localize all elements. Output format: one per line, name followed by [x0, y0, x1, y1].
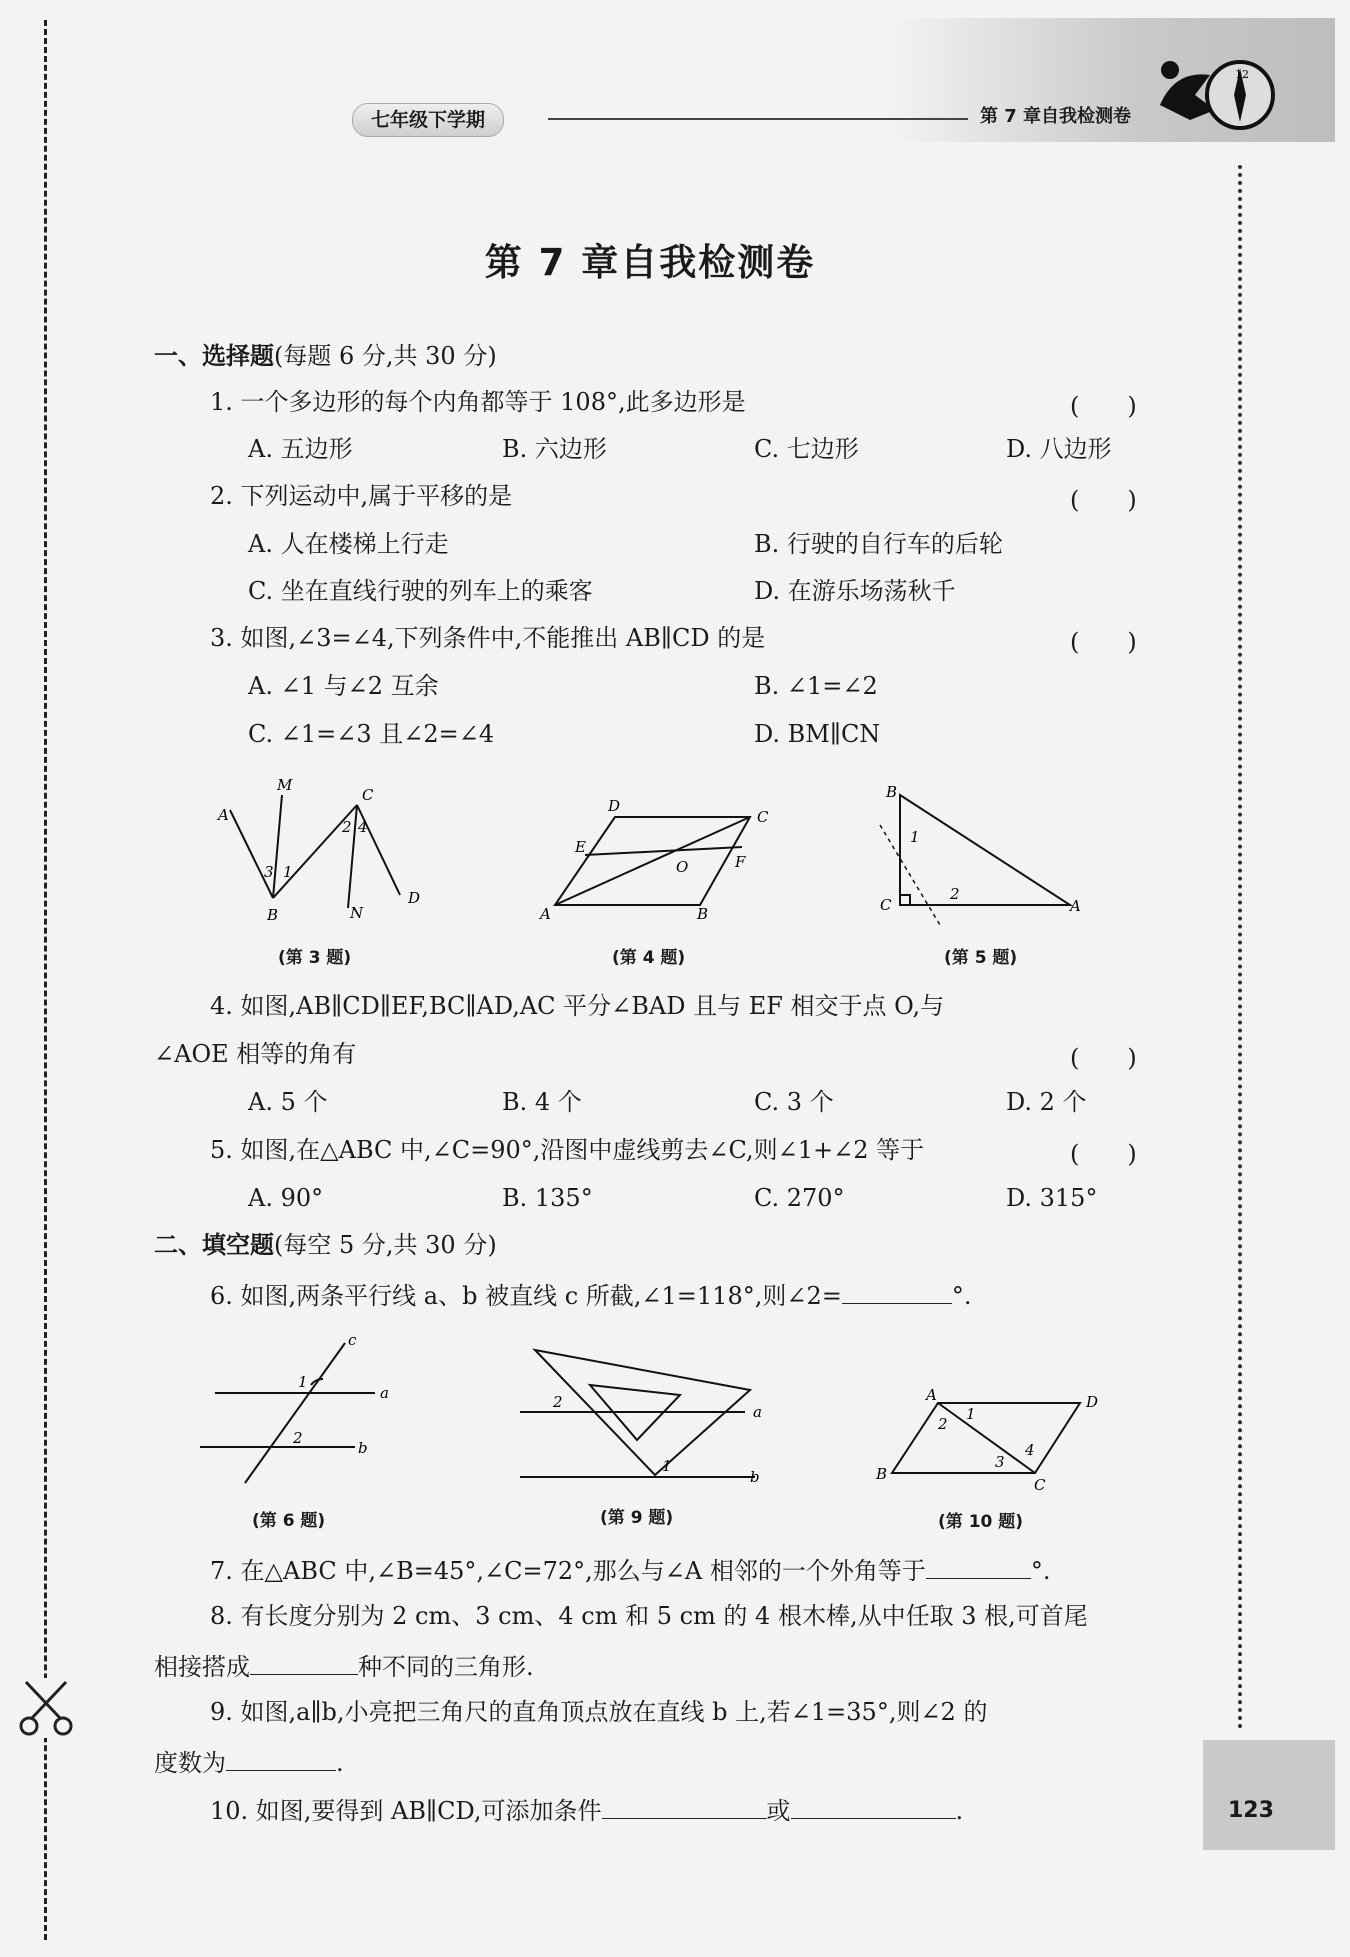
q4-stem-line1: 4. 如图,AB∥CD∥EF,BC∥AD,AC 平分∠BAD 且与 EF 相交于点 O,与: [210, 992, 945, 1020]
section-2-note: (每空 5 分,共 30 分): [274, 1231, 497, 1259]
fig3-label-1: 1: [283, 863, 293, 881]
fig5-label-B: B: [886, 783, 898, 801]
section-1-note: (每题 6 分,共 30 分): [274, 342, 497, 370]
fig4-label-B: B: [697, 905, 709, 923]
q10-tail: .: [955, 1797, 964, 1825]
q4-option-a: A. 5 个: [248, 1088, 328, 1116]
caption-fig9: (第 9 题): [600, 1508, 674, 1528]
fig4-label-A: A: [540, 905, 551, 923]
q6-line: [210, 1277, 971, 1312]
figure-q4: [530, 795, 790, 930]
fig3-label-2: 2: [342, 818, 352, 836]
figure-q10: [870, 1385, 1110, 1495]
q1-option-d: D. 八边形: [1006, 435, 1112, 463]
fig10-label-A: A: [926, 1386, 937, 1404]
page-number-box: [1203, 1740, 1335, 1850]
q9-answer-blank[interactable]: [226, 1744, 336, 1771]
q5-option-c: C. 270°: [754, 1184, 845, 1212]
fig4-label-O: O: [676, 858, 689, 876]
fig5-label-C: C: [880, 896, 892, 914]
q4-stem-line2: ∠AOE 相等的角有: [154, 1040, 357, 1068]
q8-stem-part-b: 种不同的三角形.: [358, 1653, 534, 1681]
q7-line: [210, 1552, 1051, 1587]
q2-answer-paren: ( ): [1070, 486, 1137, 514]
q4-answer-paren: ( ): [1070, 1044, 1137, 1072]
fig10-label-C: C: [1034, 1476, 1046, 1494]
compass-runner-logo-icon: [1140, 50, 1290, 144]
figure-q6: [195, 1335, 405, 1495]
q10-or: 或: [766, 1797, 791, 1825]
q8-answer-blank[interactable]: [250, 1648, 358, 1675]
caption-fig3: (第 3 题): [278, 948, 352, 968]
q2-option-d: D. 在游乐场荡秋千: [754, 577, 956, 605]
fig4-label-D: D: [608, 797, 621, 815]
fig3-label-C: C: [362, 786, 374, 804]
fig3-label-A: A: [218, 806, 229, 824]
q4-option-c: C. 3 个: [754, 1088, 834, 1116]
grade-label: 七年级下学期: [352, 103, 504, 137]
figure-q3: [200, 770, 440, 930]
fig3-label-3: 3: [264, 863, 274, 881]
q3-answer-paren: ( ): [1070, 628, 1137, 656]
fig3-label-B: B: [267, 906, 279, 924]
page-number: 123: [1228, 1798, 1274, 1823]
fig4-label-E: E: [575, 838, 586, 856]
page-title: 第 7 章自我检测卷: [484, 241, 816, 284]
caption-fig6: (第 6 题): [252, 1511, 326, 1531]
q5-answer-paren: ( ): [1070, 1140, 1137, 1168]
q1-option-b: B. 六边形: [502, 435, 607, 463]
figure-q9: [515, 1340, 775, 1490]
q10-answer-blank-1[interactable]: [602, 1792, 767, 1819]
fig10-label-1: 1: [966, 1405, 976, 1423]
q9-stem-line1: 9. 如图,a∥b,小亮把三角尺的直角顶点放在直线 b 上,若∠1=35°,则∠2 的: [210, 1698, 988, 1726]
q7-stem: 7. 在△ABC 中,∠B=45°,∠C=72°,那么与∠A 相邻的一个外角等于: [210, 1557, 926, 1585]
fig9-label-2: 2: [553, 1393, 563, 1411]
fig6-label-a: a: [380, 1384, 389, 1402]
q2-option-c: C. 坐在直线行驶的列车上的乘客: [248, 577, 593, 605]
q1-option-c: C. 七边形: [754, 435, 859, 463]
q2-option-b: B. 行驶的自行车的后轮: [754, 530, 1003, 558]
chapter-label: 第 7 章自我检测卷: [980, 106, 1132, 127]
q6-stem: 6. 如图,两条平行线 a、b 被直线 c 所截,∠1=118°,则∠2=: [210, 1282, 842, 1310]
q9-stem-part-a: 度数为: [154, 1749, 226, 1777]
fig3-label-M: M: [277, 776, 293, 794]
fig5-label-A: A: [1070, 897, 1081, 915]
dotted-margin-line: [1238, 165, 1242, 1730]
section-2-heading: [154, 1229, 497, 1261]
q4-option-d: D. 2 个: [1006, 1088, 1087, 1116]
q5-option-a: A. 90°: [248, 1184, 324, 1212]
q10-line: [210, 1792, 963, 1827]
fig10-label-3: 3: [995, 1453, 1005, 1471]
fig5-label-2: 2: [950, 885, 960, 903]
q7-tail: °.: [1030, 1557, 1051, 1585]
fig3-label-N: N: [350, 904, 364, 922]
fig3-label-4: 4: [358, 818, 368, 836]
q3-option-c: C. ∠1=∠3 且∠2=∠4: [248, 720, 495, 748]
fig10-label-B: B: [876, 1465, 888, 1483]
fig3-label-D: D: [408, 889, 421, 907]
fig4-label-F: F: [735, 853, 746, 871]
q3-stem: 3. 如图,∠3=∠4,下列条件中,不能推出 AB∥CD 的是: [210, 624, 766, 652]
q10-answer-blank-2[interactable]: [791, 1792, 956, 1819]
fig10-label-4: 4: [1025, 1441, 1035, 1459]
cut-guide-line: [44, 20, 47, 1940]
header-rule: [548, 118, 968, 120]
fig6-label-2: 2: [293, 1429, 303, 1447]
caption-fig4: (第 4 题): [612, 948, 686, 968]
q1-option-a: A. 五边形: [248, 435, 353, 463]
q8-stem-line1: 8. 有长度分别为 2 cm、3 cm、4 cm 和 5 cm 的 4 根木棒,从中任取 3 根,可首尾: [210, 1602, 1088, 1630]
fig6-label-b: b: [358, 1439, 368, 1457]
q2-stem: 2. 下列运动中,属于平移的是: [210, 482, 513, 510]
caption-fig10: (第 10 题): [938, 1512, 1024, 1532]
q1-stem: 1. 一个多边形的每个内角都等于 108°,此多边形是: [210, 388, 746, 416]
fig4-label-C: C: [757, 808, 769, 826]
q1-answer-paren: ( ): [1070, 392, 1137, 420]
fig9-label-1: 1: [662, 1457, 672, 1475]
q9-stem-part-b: .: [336, 1749, 344, 1777]
q9-line2: [154, 1744, 344, 1779]
q3-option-b: B. ∠1=∠2: [754, 672, 878, 700]
q5-option-b: B. 135°: [502, 1184, 593, 1212]
q8-stem-part-a: 相接搭成: [154, 1653, 250, 1681]
section-1-title: 一、选择题: [154, 342, 274, 370]
q4-option-b: B. 4 个: [502, 1088, 582, 1116]
caption-fig5: (第 5 题): [944, 948, 1018, 968]
scissors-icon: [16, 1678, 76, 1738]
q6-tail: °.: [951, 1282, 972, 1310]
svg-text:12: 12: [1235, 68, 1249, 81]
fig5-label-1: 1: [910, 828, 920, 846]
fig10-label-D: D: [1086, 1393, 1099, 1411]
q10-stem: 10. 如图,要得到 AB∥CD,可添加条件: [210, 1797, 602, 1825]
q5-stem: 5. 如图,在△ABC 中,∠C=90°,沿图中虚线剪去∠C,则∠1+∠2 等于: [210, 1136, 925, 1164]
section-1-heading: [154, 340, 497, 372]
figure-q5: [870, 780, 1100, 930]
q2-option-a: A. 人在楼梯上行走: [248, 530, 449, 558]
section-2-title: 二、填空题: [154, 1231, 274, 1259]
q7-answer-blank[interactable]: [926, 1552, 1031, 1579]
fig6-label-c: c: [348, 1335, 357, 1349]
q3-option-a: A. ∠1 与∠2 互余: [248, 672, 439, 700]
fig9-label-a: a: [753, 1403, 762, 1421]
q5-option-d: D. 315°: [1006, 1184, 1098, 1212]
fig10-label-2: 2: [938, 1415, 948, 1433]
q3-option-d: D. BM∥CN: [754, 720, 881, 748]
q6-answer-blank[interactable]: [842, 1277, 952, 1304]
fig6-label-1: 1: [298, 1373, 308, 1391]
q8-line2: [154, 1648, 534, 1683]
fig9-label-b: b: [750, 1468, 760, 1486]
